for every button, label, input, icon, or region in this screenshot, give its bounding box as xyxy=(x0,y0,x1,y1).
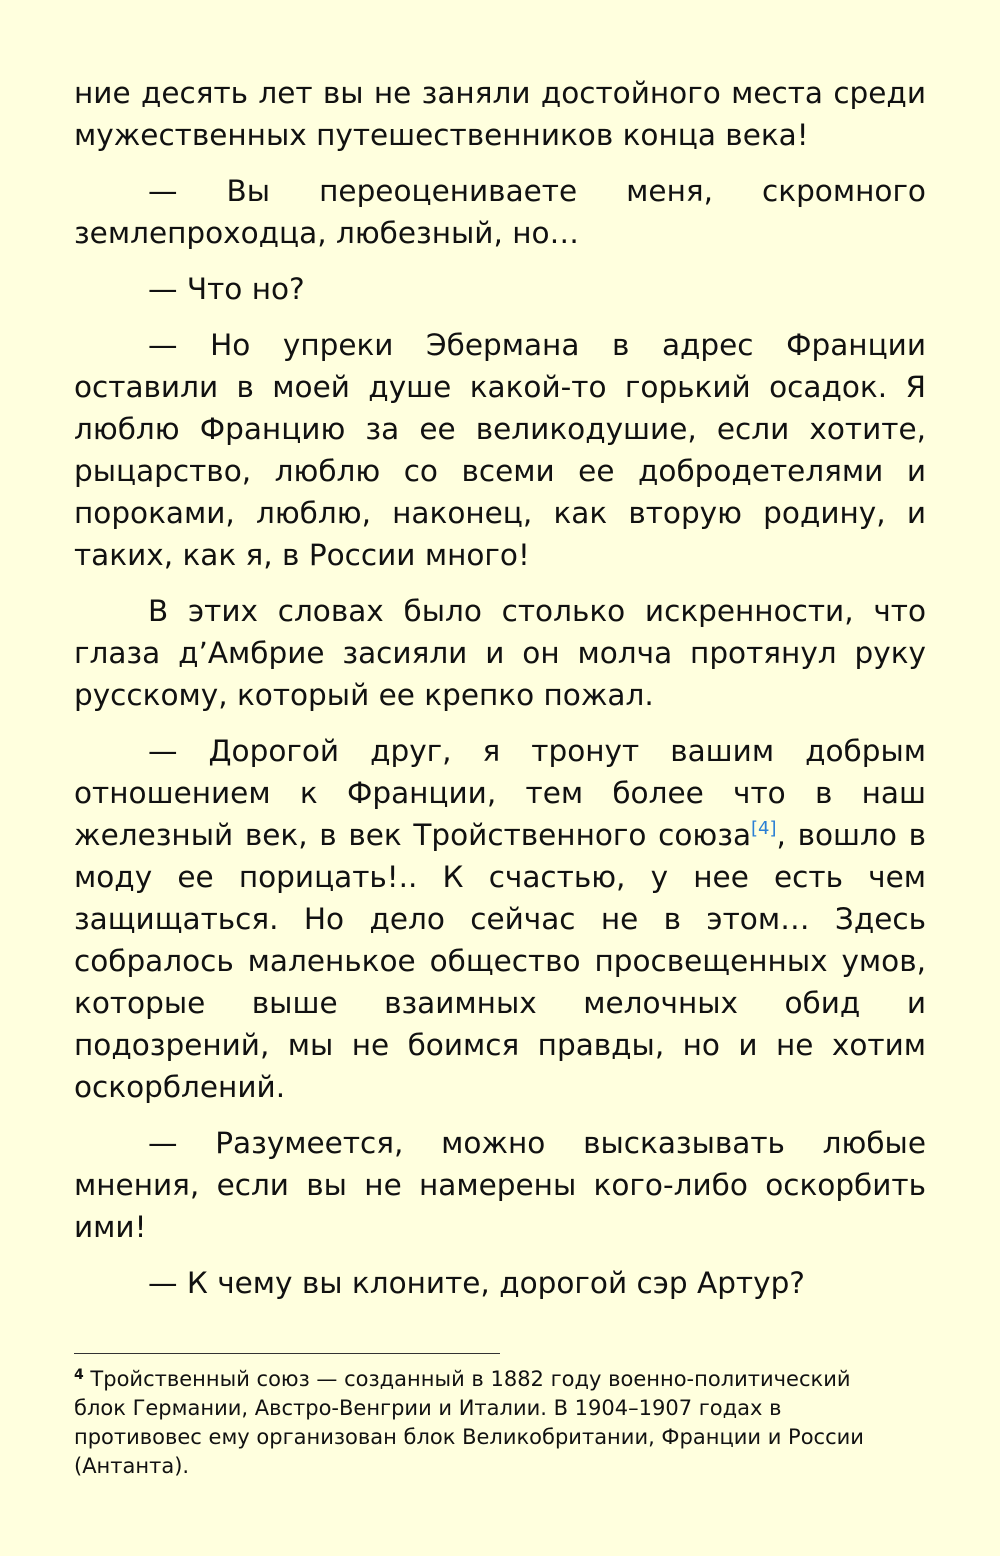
paragraph-dialogue: — Что но? xyxy=(148,272,305,306)
paragraph-continuation: ние десять лет вы не заняли достойного места среди мужественных путешественников конца века! xyxy=(74,76,926,152)
paragraph-text-after-ref: , вошло в моду ее порицать!.. К счастью, у нее есть чем защищаться. Но дело сейчас не в этом… Здесь собралось маленькое общество просвещенных умов, которые выше взаимных мелочных обид и подозрений, мы не боимся правды, но и не хотим оскорблений. xyxy=(74,818,926,1104)
paragraph-dialogue: — Разумеется, можно высказывать любые мнения, если вы не намерены кого-либо оскорбить ими! xyxy=(74,1126,926,1244)
footnote-divider xyxy=(74,1353,500,1354)
footnote-text: Тройственный союз — созданный в 1882 году военно-политический блок Германии, Австро-Венгрии и Италии. В 1904–1907 годах в противовес ему организован блок Великобритании, Франции и России (Антанта). xyxy=(74,1367,864,1478)
footnote-number: 4 xyxy=(74,1367,84,1383)
paragraph-dialogue: — К чему вы клоните, дорогой сэр Артур? xyxy=(148,1266,805,1300)
paragraph-dialogue: — Но упреки Эбермана в адрес Франции оставили в моей душе какой-то горький осадок. Я люблю Францию за ее великодушие, если хотите, рыцарство, люблю со всеми ее добродетелями и пороками, люблю, наконец, как вторую родину, и таких, как я, в России много! xyxy=(74,328,926,572)
footnote-reference-link[interactable]: [4] xyxy=(751,818,777,839)
paragraph-dialogue: — Вы переоцениваете меня, скромного землепроходца, любезный, но… xyxy=(74,174,926,250)
paragraph-with-footnote xyxy=(74,730,926,1108)
paragraph-text-before-ref: — Дорогой друг, я тронут вашим добрым отношением к Франции, тем более что в наш железный век, в век Тройственного союза xyxy=(74,734,926,852)
main-text xyxy=(74,72,926,1318)
paragraph-narration: В этих словах было столько искренности, что глаза д’Амбрие засияли и он молча протянул руку русскому, который ее крепко пожал. xyxy=(74,594,926,712)
footnote xyxy=(74,1365,874,1481)
